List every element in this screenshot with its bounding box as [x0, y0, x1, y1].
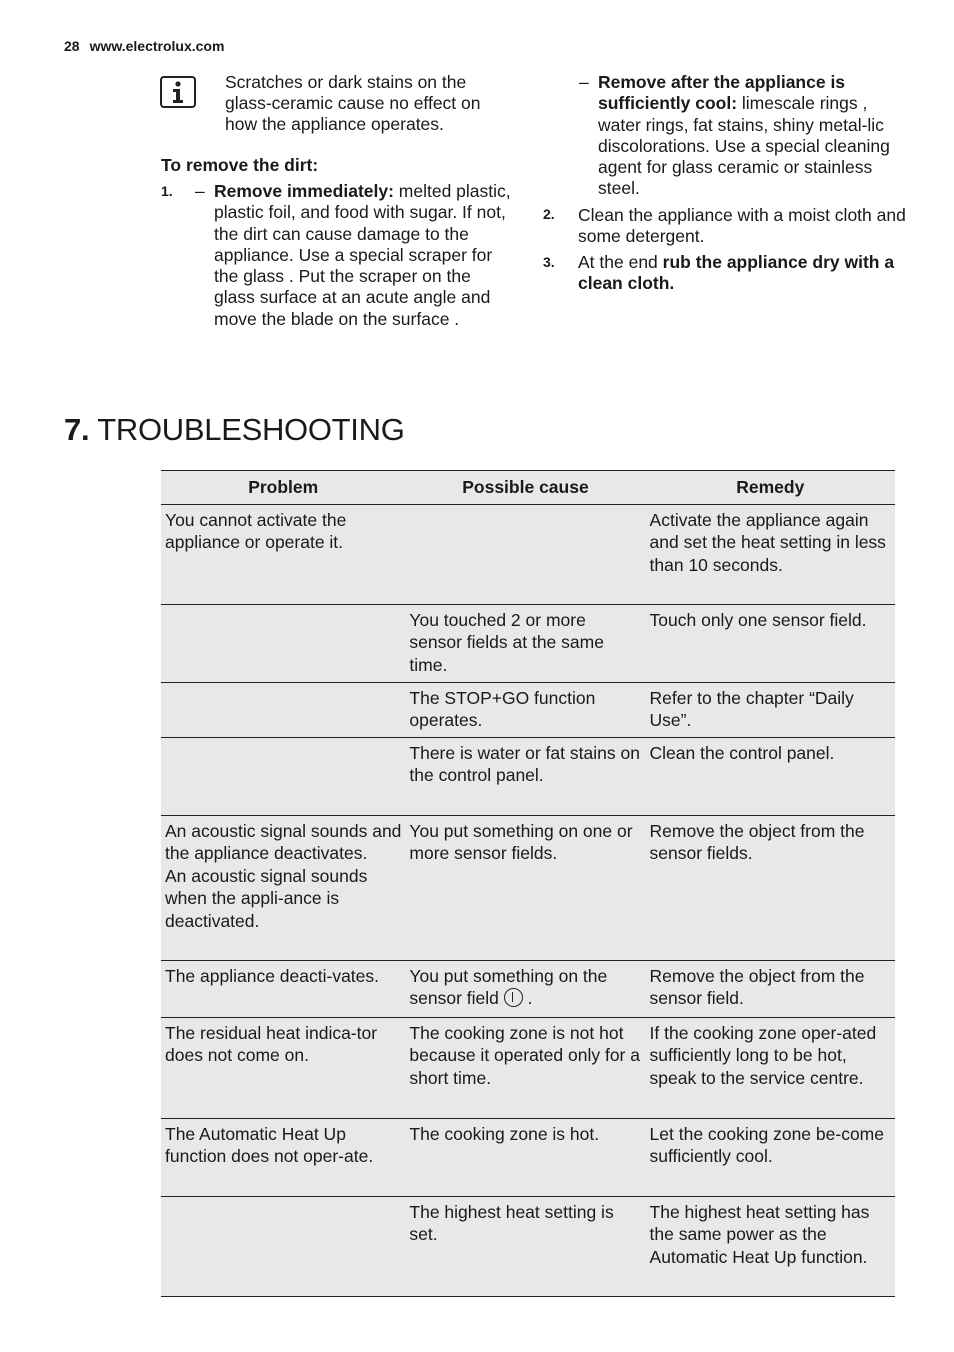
cell-cause: There is water or fat stains on the control panel.	[405, 738, 645, 816]
step-1b-bold: Remove after the appliance is sufficiently cool:	[598, 72, 846, 114]
website-url: www.electrolux.com	[89, 38, 225, 54]
cell-cause: You put something on one or more sensor fields.	[405, 816, 645, 961]
cell-cause	[405, 961, 645, 1018]
table-row	[161, 505, 895, 605]
cell-cause: The cooking zone is hot.	[405, 1119, 645, 1197]
cell-remedy: Refer to the chapter “Daily Use”.	[646, 683, 895, 738]
cell-cause	[405, 505, 645, 605]
cell-problem: The residual heat indica-tor does not come on.	[161, 1018, 405, 1119]
table-row	[161, 1018, 895, 1119]
troubleshooting-table	[161, 470, 895, 1297]
table-row	[161, 961, 895, 1018]
cell-cause: The highest heat setting is set.	[405, 1197, 645, 1297]
info-icon	[160, 76, 196, 108]
cell-problem: You cannot activate the appliance or operate it.	[161, 505, 405, 605]
table-header-row	[161, 471, 895, 505]
cell-problem	[161, 683, 405, 738]
step-1-bold: Remove immediately:	[214, 181, 394, 201]
table-row	[161, 816, 895, 961]
header-cause: Possible cause	[405, 471, 645, 505]
table-row	[161, 1197, 895, 1297]
cause-text: You put something on the sensor field	[409, 966, 608, 1009]
step-1-body: melted plastic, plastic foil, and food with sugar. If not, the dirt can cause damage to the appliance. Use a special scraper for the glass . Put the scraper on the glass surface at an acute angle and move the blade on the surface .	[214, 181, 511, 329]
step-3-number: 3.	[543, 254, 555, 270]
section-heading: TROUBLESHOOTING	[97, 412, 405, 447]
step-2-text: Clean the appliance with a moist cloth and some detergent.	[578, 205, 906, 247]
step-1-text	[214, 181, 514, 330]
cell-remedy: Touch only one sensor field.	[646, 605, 895, 683]
step-1b-dash: –	[579, 72, 589, 92]
step-1-dash: –	[195, 181, 205, 201]
cell-problem: The appliance deacti-vates.	[161, 961, 405, 1018]
cell-cause: You touched 2 or more sensor fields at the same time.	[405, 605, 645, 683]
table-row	[161, 738, 895, 816]
cell-cause: The cooking zone is not hot because it operated only for a short time.	[405, 1018, 645, 1119]
step-1b-text	[598, 72, 898, 200]
cell-problem	[161, 605, 405, 683]
step-3-bold: rub the appliance dry with a clean cloth.	[578, 252, 895, 294]
step-2-number: 2.	[543, 206, 555, 222]
table-row	[161, 605, 895, 683]
cell-remedy: Let the cooking zone be-come sufficiently cool.	[646, 1119, 895, 1197]
step-3-body: At the end	[578, 252, 663, 272]
cause-suffix: .	[522, 988, 533, 1009]
section-number: 7.	[64, 412, 90, 447]
cell-remedy: If the cooking zone oper-ated sufficiently long to be hot, speak to the service centre.	[646, 1018, 895, 1119]
cell-remedy: Remove the object from the sensor fields.	[646, 816, 895, 961]
cell-problem	[161, 816, 405, 961]
header-remedy: Remedy	[646, 471, 895, 505]
cell-cause: The STOP+GO function operates.	[405, 683, 645, 738]
page-number: 28	[64, 38, 80, 54]
header-problem: Problem	[161, 471, 405, 505]
problem-line-1: An acoustic signal sounds and the appliance deactivates.	[165, 821, 402, 864]
cell-remedy: Clean the control panel.	[646, 738, 895, 816]
step-3-text	[578, 252, 898, 295]
table-row	[161, 683, 895, 738]
cell-remedy: The highest heat setting has the same power as the Automatic Heat Up function.	[646, 1197, 895, 1297]
dirt-title: To remove the dirt:	[161, 155, 319, 175]
page-header	[64, 38, 224, 54]
step-1-number: 1.	[161, 183, 173, 199]
cell-problem: The Automatic Heat Up function does not oper-ate.	[161, 1119, 405, 1197]
info-note: Scratches or dark stains on the glass-ceramic cause no effect on how the appliance operates.	[225, 72, 481, 134]
power-icon	[504, 988, 523, 1007]
cell-remedy: Activate the appliance again and set the heat setting in less than 10 seconds.	[646, 505, 895, 605]
cell-remedy: Remove the object from the sensor field.	[646, 961, 895, 1018]
cell-problem	[161, 1197, 405, 1297]
problem-line-2: An acoustic signal sounds when the appli-ance is deactivated.	[165, 865, 368, 931]
section-title	[64, 412, 405, 448]
step-1b-body: limescale rings , water rings, fat stains, shiny metal-lic discolorations. Use a special cleaning agent for glass ceramic or stainless steel.	[598, 93, 890, 199]
table-row	[161, 1119, 895, 1197]
cell-problem	[161, 738, 405, 816]
